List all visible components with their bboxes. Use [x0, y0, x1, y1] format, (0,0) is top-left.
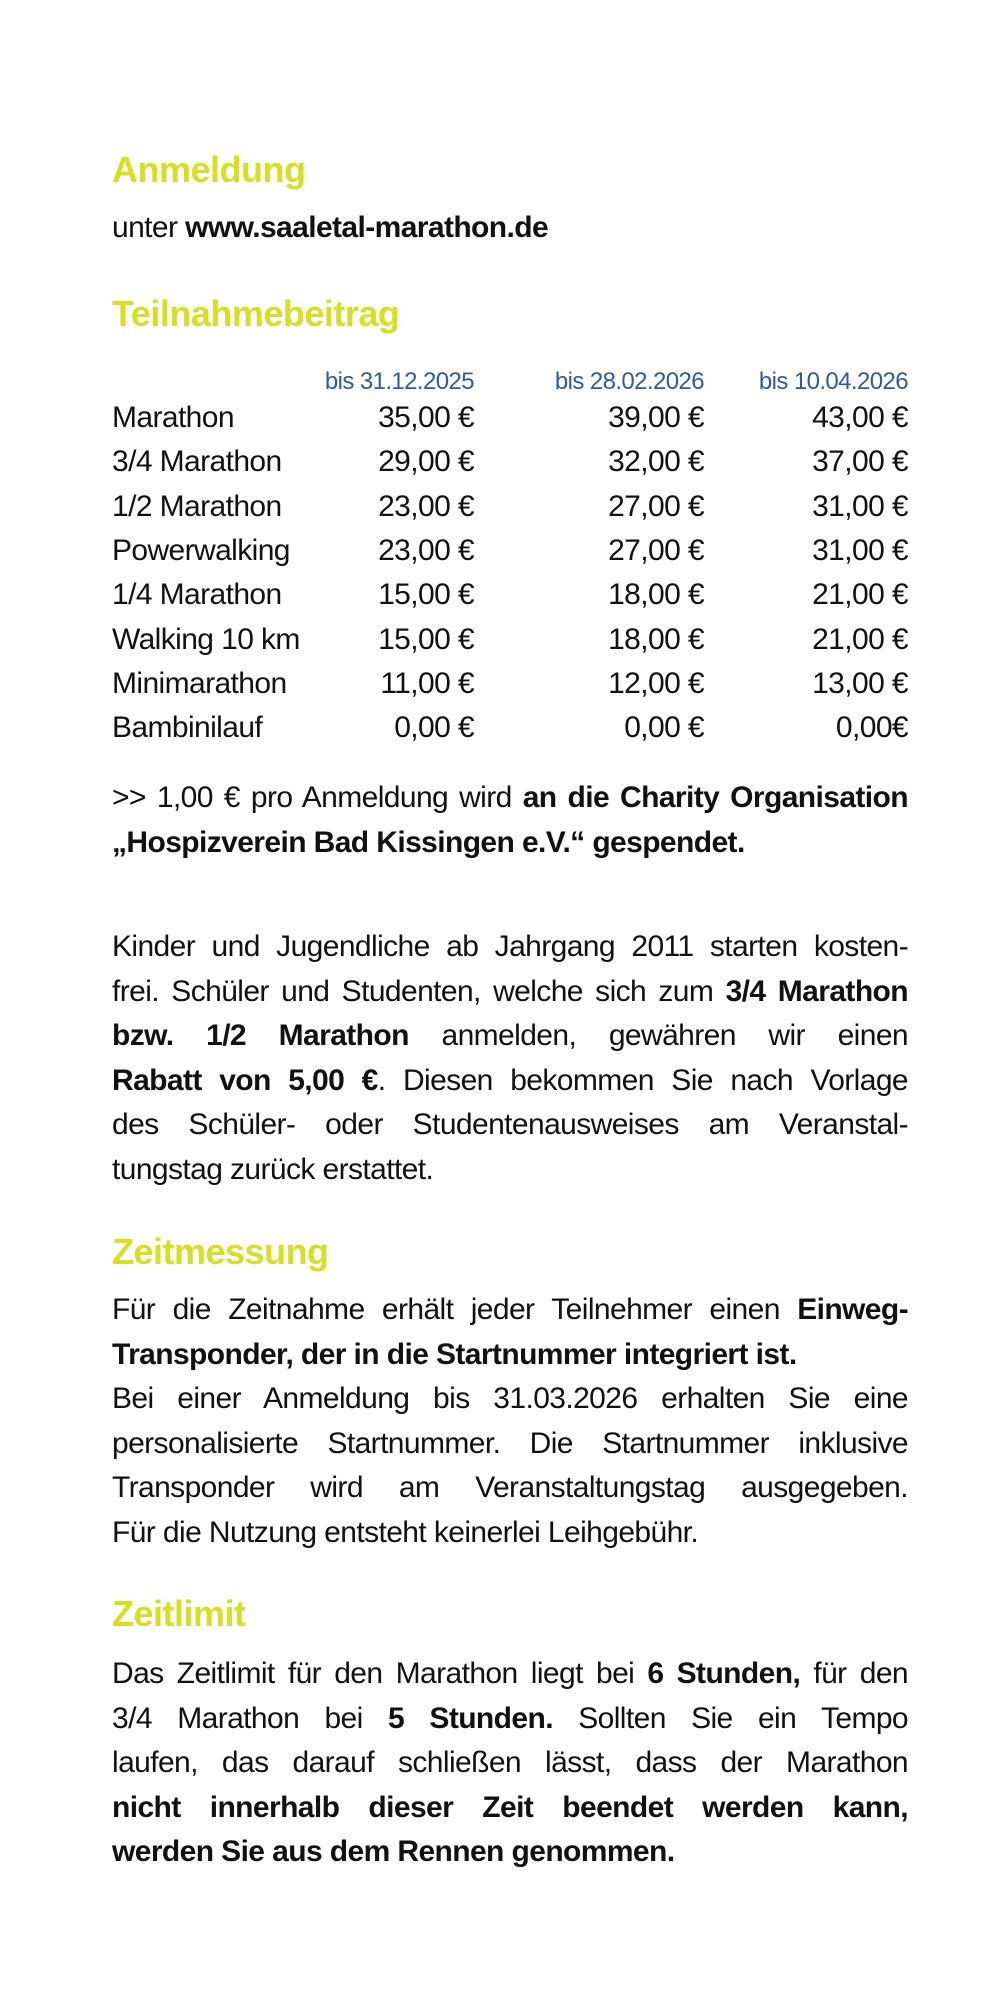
kinder-line-3 — [112, 1014, 908, 1059]
kinder-line-5: des Schüler- oder Studentenausweises am Veranstal- — [112, 1108, 908, 1141]
zeitlimit-text: Sollten Sie ein Tempo — [552, 1701, 908, 1735]
price-cell: 43,00 € — [812, 401, 908, 435]
charity-bold-text: an die Charity Organisation — [522, 781, 908, 814]
price-cell: 35,00 € — [378, 401, 474, 435]
price-cell: 18,00 € — [608, 578, 704, 612]
price-cell: 21,00 € — [812, 622, 908, 656]
zeitmessung-line-3: Bei einer Anmeldung bis 31.03.2026 erhalten Sie eine — [112, 1382, 908, 1415]
zeitmessung-bold: Einweg- — [797, 1293, 908, 1326]
zeitmessung-line-5: Transponder wird am Veranstaltungstag ausgegeben. — [112, 1471, 908, 1504]
charity-organisation: „Hospizverein Bad Kissingen e.V.“ gespendet. — [112, 825, 745, 859]
zeitlimit-text: Das Zeitlimit für den Marathon liegt bei — [112, 1657, 648, 1690]
zeitmessung-bold: Transponder, der in die Startnummer integriert ist. — [112, 1337, 797, 1371]
zeitlimit-bold: nicht innerhalb dieser Zeit beendet werden kann, — [112, 1790, 908, 1824]
price-cell: 31,00 € — [812, 489, 908, 523]
table-row — [112, 617, 908, 661]
kinder-text: anmelden, gewähren wir einen — [408, 1019, 908, 1052]
category-cell: Bambinilauf — [112, 711, 263, 745]
kinder-paragraph — [112, 925, 908, 1192]
zeitmessung-line-1 — [112, 1288, 908, 1333]
price-cell: 31,00 € — [812, 534, 908, 568]
kinder-bold: bzw. 1/2 Marathon — [112, 1019, 409, 1052]
zeitlimit-line-4 — [112, 1786, 908, 1831]
zeitmessung-text: Für die Zeitnahme erhält jeder Teilnehmer einen — [112, 1293, 798, 1326]
price-cell: 23,00 € — [378, 489, 474, 523]
price-table-header — [112, 360, 908, 396]
price-cell: 39,00 € — [608, 401, 704, 435]
kinder-line-4 — [112, 1059, 908, 1104]
table-row — [112, 706, 908, 750]
price-cell: 32,00 € — [608, 445, 704, 479]
zeitlimit-bold: 6 Stunden, — [647, 1657, 801, 1690]
price-cell: 23,00 € — [378, 534, 474, 568]
zeitlimit-line-1 — [112, 1652, 908, 1697]
charity-normal-text: >> 1,00 € pro Anmeldung wird — [112, 781, 523, 814]
zeitlimit-line-2 — [112, 1697, 908, 1742]
category-cell: Marathon — [112, 401, 234, 435]
price-cell: 0,00 € — [394, 711, 474, 745]
charity-line-1 — [112, 776, 908, 821]
price-cell: 18,00 € — [608, 622, 704, 656]
charity-line-2 — [112, 821, 908, 866]
column-header: bis 31.12.2025 — [324, 368, 474, 395]
zeitlimit-line-5 — [112, 1830, 908, 1875]
table-row — [112, 662, 908, 706]
price-cell: 12,00 € — [608, 666, 704, 700]
price-cell: 15,00 € — [378, 578, 474, 612]
price-cell: 11,00 € — [380, 666, 474, 700]
kinder-bold: 3/4 Marathon — [725, 974, 908, 1008]
price-cell: 0,00€ — [835, 711, 908, 745]
charity-note — [112, 776, 908, 865]
kinder-line-1: Kinder und Jugendliche ab Jahrgang 2011 starten kosten- — [112, 930, 908, 963]
zeitlimit-bold: 5 Stunden. — [388, 1701, 553, 1735]
category-cell: 1/4 Marathon — [112, 578, 282, 612]
zeitmessung-line-6: Für die Nutzung entsteht keinerlei Leihgebühr. — [112, 1515, 699, 1549]
zeitlimit-bold: werden Sie aus dem Rennen genommen. — [112, 1835, 675, 1868]
table-row — [112, 440, 908, 484]
category-cell: Walking 10 km — [112, 622, 300, 656]
rabatt-bold: Rabatt von 5,00 € — [112, 1063, 378, 1097]
teilnahmebeitrag-heading: Teilnahmebeitrag — [112, 293, 400, 334]
anmeldung-prefix: unter — [112, 211, 186, 244]
price-cell: 15,00 € — [378, 622, 474, 656]
column-header: bis 10.04.2026 — [758, 368, 908, 395]
price-cell: 13,00 € — [812, 666, 908, 700]
zeitlimit-heading: Zeitlimit — [112, 1593, 246, 1634]
category-cell: 1/2 Marathon — [112, 489, 282, 523]
zeitlimit-text: für den — [800, 1657, 909, 1690]
kinder-line-6: tungstag zurück erstattet. — [112, 1152, 434, 1186]
price-cell: 0,00 € — [624, 711, 704, 745]
price-cell: 29,00 € — [378, 445, 474, 479]
price-cell: 37,00 € — [812, 445, 908, 479]
zeitmessung-paragraph — [112, 1288, 908, 1555]
category-cell: 3/4 Marathon — [112, 445, 282, 479]
price-cell: 27,00 € — [608, 489, 704, 523]
anmeldung-heading: Anmeldung — [112, 149, 306, 190]
header-empty — [112, 360, 312, 396]
price-cell: 21,00 € — [812, 578, 908, 612]
zeitmessung-heading: Zeitmessung — [112, 1231, 329, 1272]
zeitlimit-text: 3/4 Marathon bei — [112, 1701, 389, 1735]
price-cell: 27,00 € — [608, 534, 704, 568]
column-header: bis 28.02.2026 — [554, 368, 704, 395]
table-row — [112, 573, 908, 617]
zeitmessung-line-4: personalisierte Startnummer. Die Startnummer inklusive — [112, 1426, 908, 1460]
zeitlimit-paragraph — [112, 1652, 908, 1875]
category-cell: Minimarathon — [112, 666, 287, 700]
category-cell: Powerwalking — [112, 534, 290, 568]
zeitmessung-line-2 — [112, 1333, 908, 1378]
price-table — [112, 360, 908, 750]
kinder-line-2 — [112, 970, 908, 1015]
website-link[interactable]: www.saaletal-marathon.de — [185, 211, 549, 244]
table-row — [112, 529, 908, 573]
anmeldung-text — [112, 206, 908, 251]
table-row — [112, 396, 908, 440]
table-row — [112, 485, 908, 529]
kinder-text: . Diesen bekommen Sie nach Vorlage — [377, 1063, 908, 1097]
zeitlimit-line-3: laufen, das darauf schließen lässt, dass der Marathon — [112, 1746, 908, 1779]
kinder-text: frei. Schüler und Studenten, welche sich zum — [112, 974, 726, 1008]
